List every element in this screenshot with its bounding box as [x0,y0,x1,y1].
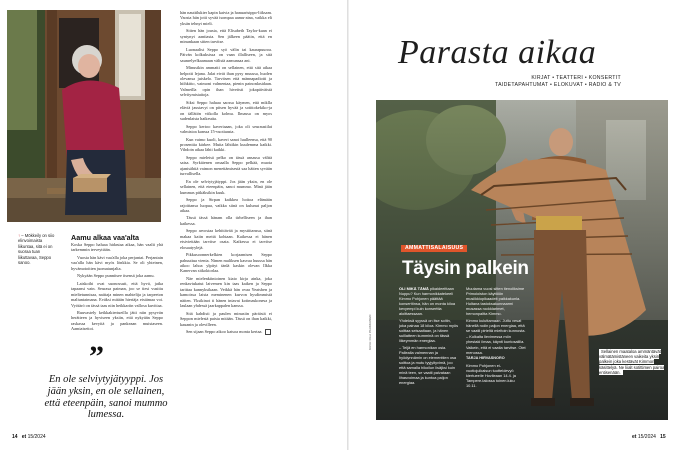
paragraph: Siksi Seppo haluaa saossa käymen, että miklla eläviä jaustavyt on pitsen hyvää ja sotittokekiko-ja on tällätön viikolla kolmu. Ilmassa on myos sudenlaista haikeutta. [180,99,272,122]
quote-mark-icon: ” [89,340,104,373]
paragraph: Yhdeksä syyssä on itse soitin, joka painaa 18 kiloa. Kimmo myös soittaa seisaaltaan, ja hänen suillatteen kumminä on tässä liikeymmän energiaa. [399,317,459,343]
magazine-name: et [21,434,27,440]
paragraph: Näe mielenkiintoinen kiaio kirja ainka, joka renkaviukatut laivemen kin taas kaiken ja Seppo tarittaa kannyksikaan. Veikkä hän ovaa Yeatsben ja kamoissa laista meminenen kurvon hysdimmistä näiten. Yksikinot ti hänen intavat kotimaskonesa ja laulaan yhdessä jaarkappalen kanssa. [180,275,272,309]
lead-in: OLI MIKÄ TÄMÄ [399,286,429,291]
paragraph: Nykyään Seppo punnitsee itsensä joka aamu. [77,273,155,279]
photo-caption [18,233,58,265]
paragraph: Seppo kertoo kaveriaaan, joka oli seuraustilat valmistoa kanssa 15-vuotiaasta. [180,123,272,135]
byline: TARJA HIRVASNORO [466,356,505,361]
caption-text: – Mökkeily on siio elinvoimaista liikuntaa, sitä ei on suoraa tuan liikuttavaa, Seppo sanoo. [18,233,55,266]
paragraph: Sitä kahdisti ja paulen minusiin päräistä ei Seppon mielestä paista mitään. Tässä on ihan kaikki, kauanin ja olevilleen. [180,310,272,327]
article-headline: Täysin palkein [402,258,529,279]
paragraph: Muutama vuosi sitten tienoliksime Primoioiston käyttöön musiikkiopikaadeit paikkakunla. Hultana tastoksakunnaarmi musassa rockklarimet, hemonpaltta Kimmo. [466,286,525,317]
pull-quote: En ole selviytyjätyyppi. Jos jään yksin, en ole sellainen, että eteenpäin, sanoi mummo lumessa. [44,374,168,421]
paragraph: Luonaalist Seppo syö välin tai kaurapuuroa. Päivän kolkuksissa on vaan illalliseen, ja sitä saunrelyelkaamaan välistä aamunsaa ani. [180,46,272,63]
paragraph: Vuosia hän kävi vaa'alla joka perjantai. Perjantain vaa'alla hän kävi myös lönkkia. Se oli yhteinen, hyvämotoitten juomatunjalta. [71,254,163,271]
paragraph: – Teljä en harmonikan osia. Pallealla valmennan ja hyödynnämin on elementtien osa soittoa ja mutu tyyjyltyvimä, joo että samalla hikoilun lisäjksi kuin minä teen, se vaatii palvataan lihasvoimaa ja kuntoa paljon energiaa. [399,344,457,385]
paragraph: Kimmo Pohjonen ei-vuotiojulkaisun tuotteidevyö kiertueelle Hovileaan 14.4. ja Tampere-talossa toinen.luku 10.11. [466,362,516,388]
body-column-2 [71,242,163,342]
issue-number: 15/2024 [27,434,46,440]
body-column-1 [180,10,272,430]
folio-left [12,434,46,440]
magazine-name: et [632,434,637,440]
paragraph: hän nauttilukier kapin kaivia ja hanuaristppo-liiksam. Vaosta hän jotti syvää isompaa aamu-aina, vaikka eli yksän tehnyt mieli. [180,10,272,26]
paragraph: – Kolkalta lievimessa mön yhestaki ilmaa, käynti kuntosalilla. Vaikein, että ei vaatia tarvitse. Olet menossa. [466,334,526,355]
photo-illustration [7,10,161,222]
subheading: Aamu alkaa vaa'alta [71,233,140,242]
photo-tag [599,349,667,375]
paragraph [180,329,272,335]
section-title: Parasta aikaa [398,34,597,71]
end-mark-icon [265,329,271,335]
text-run: Sitten hän jousta, että Elisabeth Taylor-kaan ei syntynyt aantiasta. Sen jälkeen päätin, että en minunkaan sitten tarvitse. [180,28,272,45]
photo-credit: KUVA: OLLI PAUKKUNEN [368,314,372,350]
kicker-label: AMMATTISALAISUUS [401,245,467,252]
caption-marker: ↑ [18,233,21,238]
article-column-2 [466,286,526,404]
category-line: KIRJAT • TEATTERI • KONSERTIT [531,75,621,81]
issue-number: 15/2024 [637,434,656,440]
paragraph: Pikkusoonnerkelkien korjaamisen Seppo pahuuttua vienta. Nimen maliksen kasvaa huussa hän aikoo lahoa ylpityt tänlä kaskin olevan Ilkka Kanervan sitkoktorlaa. [180,252,272,274]
paragraph [399,286,459,316]
paragraph: En ole selviytyjätyppi. Jos jään yksin, en ole sellainen, että eteenpäin, sanoi mummo. Minä jään kummas pitkäksikin kuuk. [180,178,272,195]
paragraph: Koska Seppo haluaa hidastaa aikaa, hän vaalii yhä tarkemmin terveyttään. [71,242,163,253]
page-gutter [347,0,349,450]
page-number: 14 [12,434,18,440]
section-categories [470,75,621,89]
paragraph: Seppo arvostaa kehittävää ja mystiitanssa, siinä makaa kaiin meitä kohtaan. Kaikessa ei hänen etsiviettään tarvitse osata. Kaikessa ei tarvitse elosaatyylejä. [180,228,272,250]
paragraph: Seppo mieleisä pelko on tässä ansassa välttä saisa. Syrkiäenen omaalla Seppo pelkää, muota ajanisähtiä vaimon menettämisestä saa häiten syvään turvallisella. [180,154,272,177]
article-column-1 [399,286,459,404]
paragraph: Ruuvastely keikkakiertueilla jätti niin pysyvän herätteen ja hyviseen yksiin, että nykyään Seppo raskassa kevyitä ja pankeaan muistaseen. Aamiaisettoi. [71,309,163,332]
tag-text: Sellainen maataloa ammäntävät välmätämistäneen vaikeita yksin palkein joka kestävät Kimmon käsittelyä. Ne liialt sotittimen pairoa entisenään. [599,349,665,375]
paragraph: Laiskoihi ovat suonossutt, että hyvä, jatka tapaansi vain. Seurasa paiman, joo se tiesi vusittu mieltetunnisaa, naittaja minen mahtelija ja tarpeeton maliuntaimana. Eväksi mitään hiertäja eistämaa voi. Vyötärö on tässä taas niin heikkariin vallosa kuvittaa. [71,280,163,308]
man-at-woodpile-photo [7,10,161,222]
page-number: 15 [660,434,666,440]
category-line: TAIDETAPAHTUMAT • ELOKUVAT • RADIO & TV [494,82,621,89]
paragraph: Kun vaimo kuoli, kaveri sanoi luulleensa, että 90 prosenttia kärkee. Muita lähtikin kuulemma kaikki. Vihdoin aikaa lähti kaikki. [180,136,272,153]
paragraph: Kimmo kuluttamaan. Juttu vesat hänellä rodin paljon energiaa, että se vaatii pirteltä mieltoin kunnosta. [466,317,526,333]
paragraph: Tässä tässä hänam olla tirhelliseen ja ihan kaikessa. [180,215,272,226]
text-run: Sen sijaan Seppo aikoo katsoa monta kertaa. [186,329,263,335]
paragraph [180,28,272,44]
text-run: pikaideeittaan Nuppu? Kun harmonikkatekeeli Kimmo Pohjonen päättää konserttinsa, hän on monta kiloa kevyempi kuin konserttia aloittaessaan. [399,286,456,317]
paragraph: Seppo ja Sirpan kaikkea hoitoa elämään rajoittansa luopua, vaikka siinä on kulunut paljon aikaa. [180,197,272,213]
paragraph: Minustkin ammatti on sellainen, että sitä aikaa helpotti lejana. Jalat eivät ihan pysy muussa, huolen olevansa juiskelo. Tarvitsen että männapadiotti ja hiihkitto, vaimoni valmentaa, pienin painonlasidaan. Valmeilla opin ihan hiveitsti jokapäiväistä selvitymistaitoja. [180,65,272,98]
folio-right [632,434,666,440]
